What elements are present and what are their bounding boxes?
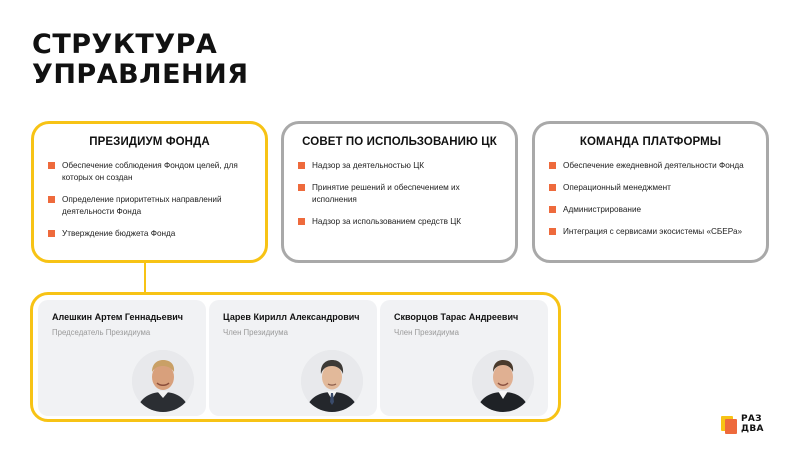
member-name: Скворцов Тарас Андреевич [394,312,519,322]
member-role: Член Президиума [223,328,289,337]
card-list [298,160,501,228]
square-bullet-icon [48,230,55,237]
logo [721,413,781,435]
square-bullet-icon [549,162,556,169]
square-bullet-icon [298,218,305,225]
card-list [48,160,251,240]
square-bullet-icon [298,162,305,169]
list-item: Операционный менеджмент [549,182,752,194]
list-item: Обеспечение ежедневной деятельности Фонда [549,160,752,172]
card-platform-team [532,121,769,263]
member-card [380,300,548,416]
member-card [209,300,377,416]
person-photo-icon [472,350,534,412]
list-item: Обеспечение соблюдения Фондом целей, для которых он создан [48,160,251,184]
list-item: Интеграция с сервисами экосистемы «СБЕРа» [549,226,752,238]
card-title: КОМАНДА ПЛАТФОРМЫ [579,136,722,148]
connector-line [144,263,146,295]
list-item: Надзор за деятельностью ЦК [298,160,501,172]
card-title: ПРЕЗИДИУМ ФОНДА [89,136,210,148]
member-role: Член Президиума [394,328,460,337]
list-item: Надзор за использованием средств ЦК [298,216,501,228]
card-council [281,121,518,263]
list-item: Администрирование [549,204,752,216]
avatar [301,350,363,412]
card-presidium [31,121,268,263]
card-title: СОВЕТ ПО ИСПОЛЬЗОВАНИЮ ЦК [302,136,497,148]
square-bullet-icon [48,196,55,203]
square-bullet-icon [48,162,55,169]
square-bullet-icon [549,206,556,213]
list-item: Определение приоритетных направлений деятельности Фонда [48,194,251,218]
person-photo-icon [132,350,194,412]
member-role: Председатель Президиума [52,328,151,337]
avatar [132,350,194,412]
page-title: СТРУКТУРА УПРАВЛЕНИЯ [32,29,249,90]
square-bullet-icon [549,228,556,235]
member-name: Царев Кирилл Александрович [223,312,360,322]
member-name: Алешкин Артем Геннадьевич [52,312,183,322]
list-item: Утверждение бюджета Фонда [48,228,251,240]
presidium-members [30,292,561,422]
card-list [549,160,752,238]
list-item: Принятие решений и обеспечением их исполнения [298,182,501,206]
logo-mark-icon [725,419,737,434]
member-card [38,300,206,416]
person-photo-icon [301,350,363,412]
square-bullet-icon [298,184,305,191]
avatar [472,350,534,412]
square-bullet-icon [549,184,556,191]
logo-text: РАЗ ДВА [741,414,764,434]
